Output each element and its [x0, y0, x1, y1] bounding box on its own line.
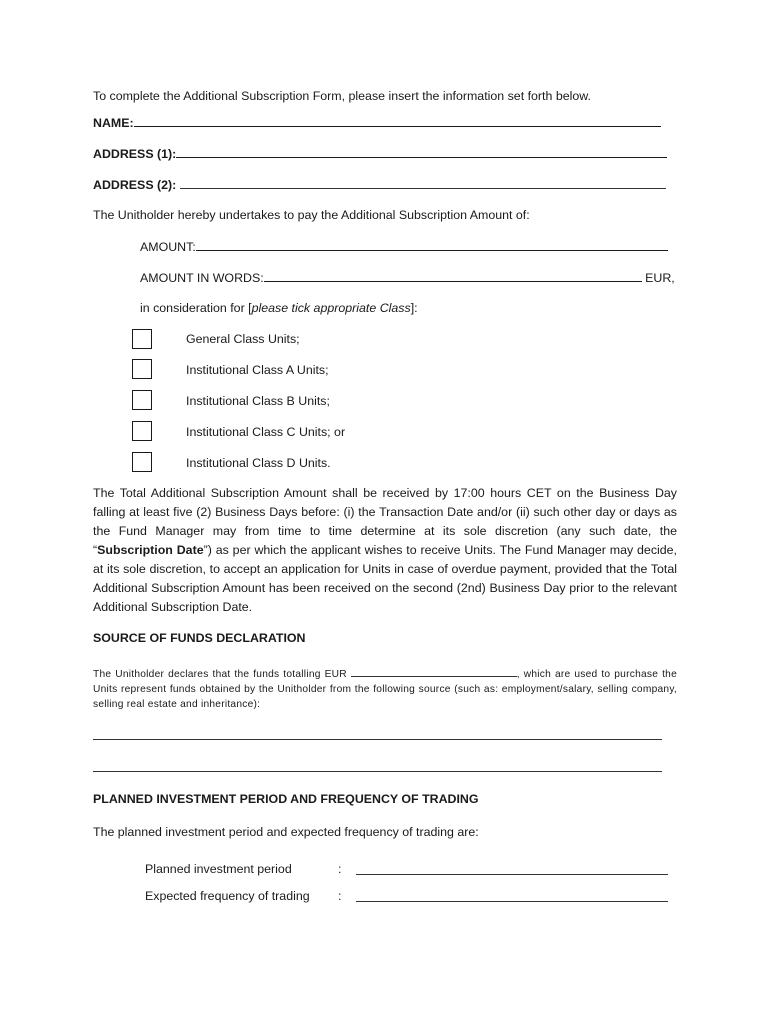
class-label: Institutional Class C Units; or [186, 425, 346, 439]
source-of-funds-paragraph [93, 665, 677, 712]
undertaking-text: The Unitholder hereby undertakes to pay the Additional Subscription Amount of: [93, 208, 530, 222]
funds-amount-field[interactable] [351, 665, 517, 677]
institutional-class-c-checkbox[interactable] [132, 421, 152, 441]
colon: : [338, 862, 342, 876]
address1-row [93, 146, 667, 162]
source-text-after: , which are used to purchase the Units represent funds obtained by the Unitholder from the following source (such as: employment/salary, selling company, selling real estate and inheritance): [93, 669, 677, 710]
general-class-checkbox[interactable] [132, 329, 152, 349]
colon: : [338, 889, 342, 903]
amount-words-field[interactable] [264, 270, 642, 282]
amount-row [140, 239, 668, 255]
consideration-italic: please tick appropriate Class [251, 301, 411, 315]
planned-investment-heading: PLANNED INVESTMENT PERIOD AND FREQUENCY OF TRADING [93, 792, 479, 806]
total-paragraph-part2: ”) as per which the applicant wishes to receive Units. The Fund Manager may decide, at its sole discretion, to accept an application for Units in case of overdue payment, provided that the Total Additional Subscription Amount has been received on the second (2nd) Business Day prior to the relevant Additional Subscription Date. [93, 543, 677, 614]
name-label: NAME: [93, 116, 134, 130]
class-label: Institutional Class A Units; [186, 363, 329, 377]
address2-label: ADDRESS (2): [93, 178, 177, 192]
source-text-before: The Unitholder declares that the funds totalling EUR [93, 669, 347, 680]
intro-text: To complete the Additional Subscription Form, please insert the information set forth below. [93, 89, 591, 103]
institutional-class-b-checkbox[interactable] [132, 390, 152, 410]
amount-words-label: AMOUNT IN WORDS: [140, 271, 264, 285]
amount-words-row [140, 270, 675, 286]
source-line-2[interactable] [93, 771, 662, 772]
currency-label: EUR, [645, 271, 675, 285]
planned-intro-text: The planned investment period and expected frequency of trading are: [93, 825, 479, 839]
subscription-date-term: Subscription Date [97, 543, 204, 557]
consideration-prefix: in consideration for [ [140, 301, 252, 315]
source-line-1[interactable] [93, 739, 662, 740]
address2-field[interactable] [180, 177, 666, 189]
class-label: General Class Units; [186, 332, 300, 346]
total-amount-paragraph [93, 484, 677, 617]
class-label: Institutional Class D Units. [186, 456, 331, 470]
address1-field[interactable] [176, 146, 667, 158]
planned-period-label: Planned investment period [145, 862, 292, 876]
trading-frequency-field[interactable] [356, 901, 668, 902]
amount-field[interactable] [196, 239, 668, 251]
consideration-text [140, 300, 418, 316]
name-field[interactable] [134, 115, 661, 127]
planned-period-field[interactable] [356, 874, 668, 875]
name-row [93, 115, 661, 131]
institutional-class-a-checkbox[interactable] [132, 359, 152, 379]
address2-row [93, 177, 666, 193]
consideration-suffix: ]: [410, 301, 418, 315]
amount-label: AMOUNT: [140, 240, 196, 254]
address1-label: ADDRESS (1): [93, 147, 177, 161]
total-paragraph-part1: The Total Additional Subscription Amount shall be received by 17:00 hours CET on the Business Day falling at least five (2) Business Days before: (i) the Transaction Date and/or (ii) such other day or days as the Fund Manager may from time to time determine at its sole discretion (any such date, the “ [93, 486, 677, 557]
class-label: Institutional Class B Units; [186, 394, 330, 408]
source-of-funds-heading: SOURCE OF FUNDS DECLARATION [93, 631, 306, 645]
institutional-class-d-checkbox[interactable] [132, 452, 152, 472]
trading-frequency-label: Expected frequency of trading [145, 889, 310, 903]
